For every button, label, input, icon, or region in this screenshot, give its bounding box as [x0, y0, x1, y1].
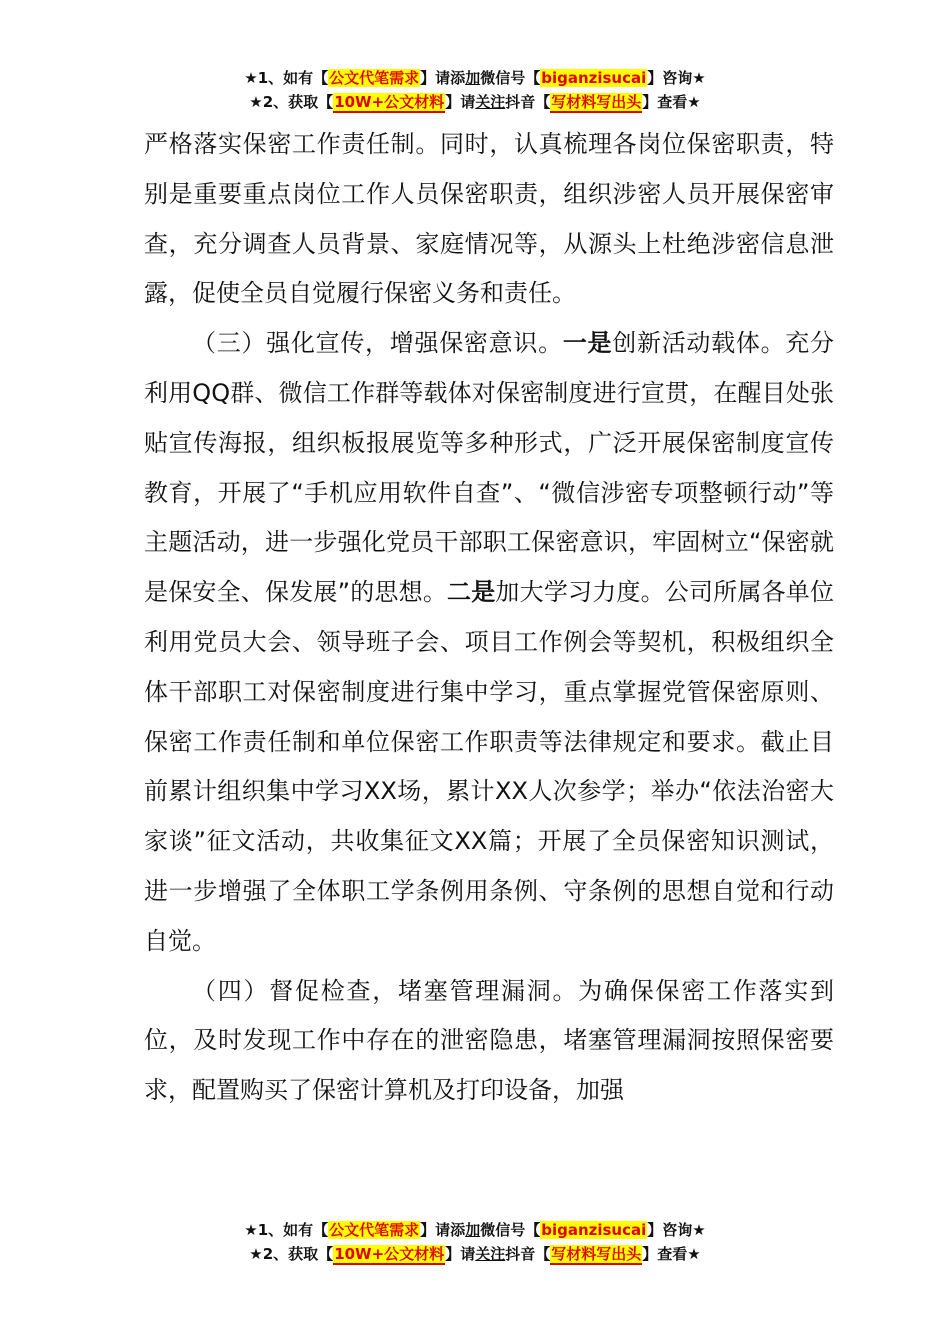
banner-line-2: ★2、获取【10W+公文材料】请关注抖音【写材料写出头】查看★: [249, 1245, 701, 1263]
section-heading-3: （三）强化宣传，增强保密意识。: [192, 329, 563, 358]
highlight-wechat-id: biganzisucai: [541, 1221, 647, 1239]
footer-banner: [0, 1218, 950, 1266]
bold-marker-2: 二是: [447, 578, 496, 607]
highlight-service: 公文代笔需求: [329, 1221, 420, 1239]
highlight-wechat-id: biganzisucai: [541, 69, 647, 87]
highlight-service: 公文代笔需求: [329, 69, 420, 87]
header-banner: [0, 66, 950, 114]
banner-line-1: ★1、如有【公文代笔需求】请添加微信号【biganzisucai】咨询★: [244, 69, 706, 87]
paragraph-1: 严格落实保密工作责任制。同时，认真梳理各岗位保密职责，特别是重要重点岗位工作人员保密职责，组织涉密人员开展保密审查，充分调查人员背景、家庭情况等，从源头上杜绝涉密信息泄露，促使全员自觉履行保密义务和责任。: [144, 130, 834, 308]
paragraph-2: （三）强化宣传，增强保密意识。一是创新活动载体。充分利用QQ群、微信工作群等载体对保密制度进行宣贯，在醒目处张贴宣传海报，组织板报展览等多种形式，广泛开展保密制度宣传教育，开展了“手机应用软件自查”、“微信涉密专项整顿行动”等主题活动，进一步强化党员干部职工保密意识，牢固树立“保密就是保安全、保发展”的思想。二是加大学习力度。公司所属各单位利用党员大会、领导班子会、项目工作例会等契机，积极组织全体干部职工对保密制度进行集中学习，重点掌握党管保密原则、保密工作责任制和单位保密工作职责等法律规定和要求。截止目前累计组织集中学习XX场，累计XX人次参学；举办“依法治密大家谈”征文活动，共收集征文XX篇；开展了全员保密知识测试，进一步增强了全体职工学条例用条例、守条例的思想自觉和行动自觉。: [144, 329, 835, 955]
banner-line-2: ★2、获取【10W+公文材料】请关注抖音【写材料写出头】查看★: [249, 93, 701, 111]
highlight-douyin: 写材料写出头: [551, 93, 642, 111]
document-body: [144, 120, 834, 1116]
bold-marker-1: 一是: [562, 329, 613, 358]
highlight-materials: 10W+公文材料: [334, 1245, 445, 1263]
paragraph-3: （四）督促检查，堵塞管理漏洞。为确保保密工作落实到位，及时发现工作中存在的泄密隐患，堵塞管理漏洞按照保密要求，配置购买了保密计算机及打印设备，加强: [144, 976, 834, 1105]
banner-line-1: ★1、如有【公文代笔需求】请添加微信号【biganzisucai】咨询★: [244, 1221, 706, 1239]
highlight-materials: 10W+公文材料: [334, 93, 445, 111]
highlight-douyin: 写材料写出头: [551, 1245, 642, 1263]
